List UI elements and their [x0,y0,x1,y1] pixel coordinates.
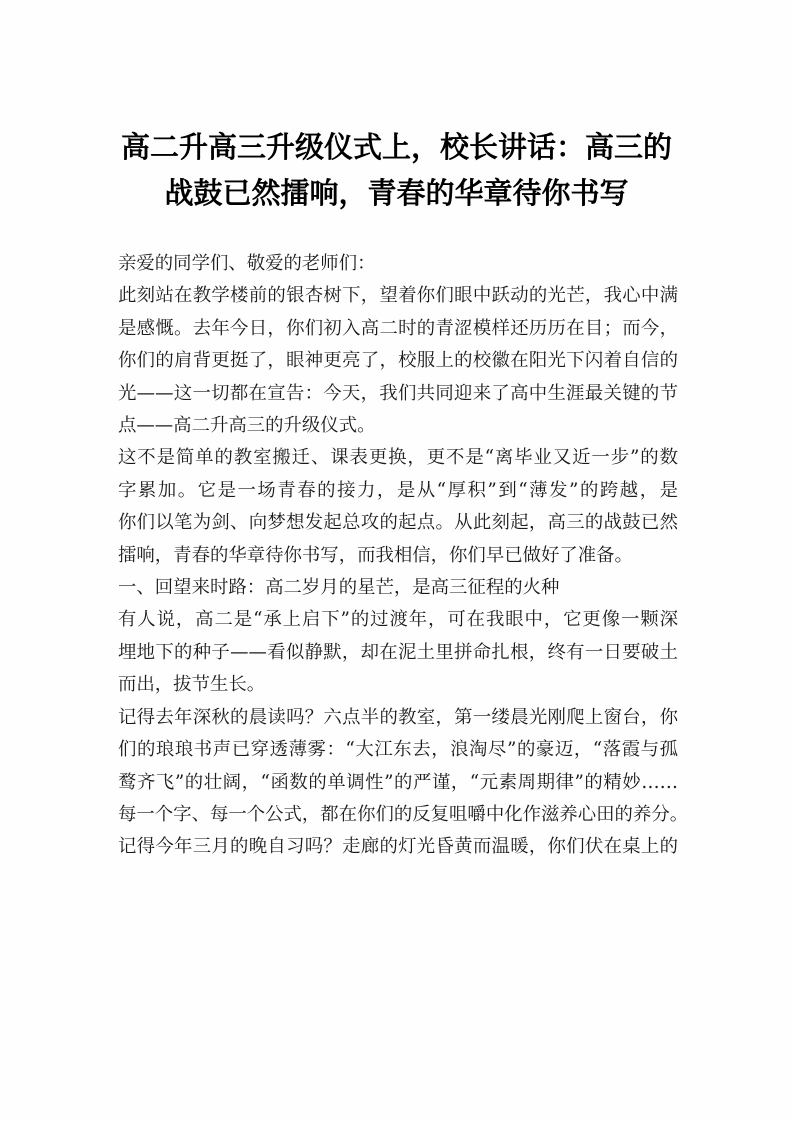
text-line: 是感慨。去年今日，你们初入高二时的青涩模样还历历在目；而今， [118,317,678,339]
text-line: 记得去年深秋的晨读吗？六点半的教室，第一缕晨光刚爬上窗台，你 [118,706,678,728]
paragraph-seed [118,604,678,701]
text-line: 这不是简单的教室搬迁、课表更换，更不是“离毕业又近一步”的数 [118,447,678,469]
text-line: 你们的肩背更挺了，眼神更亮了，校服上的校徽在阳光下闪着自信的 [118,350,678,372]
text-line: 鹜齐飞”的壮阔，“函数的单调性”的严谨，“元素周期律”的精妙…… [118,771,678,793]
text-line: 光——这一切都在宣告：今天，我们共同迎来了高中生涯最关键的节 [118,382,678,404]
text-line: 点——高二升高三的升级仪式。 [118,415,376,437]
title-line-1: 高二升高三升级仪式上，校长讲话：高三的 [120,130,672,164]
salutation [118,248,678,280]
text-line: 亲爱的同学们、敬爱的老师们： [118,253,376,274]
text-line: 擂响，青春的华章待你书写，而我相信，你们早已做好了准备。 [118,544,633,566]
text-line: 埋地下的种子——看似静默，却在泥土里拼命扎根，终有一日要破土 [118,641,678,663]
text-line: 此刻站在教学楼前的银杏树下，望着你们眼中跃动的光芒，我心中满 [118,285,678,307]
text-line: 们的琅琅书声已穿透薄雾：“大江东去，浪淘尽”的豪迈，“落霞与孤 [118,739,678,761]
document-body [118,248,689,864]
text-line: 你们以笔为剑、向梦想发起总攻的起点。从此刻起，高三的战鼓已然 [118,512,678,534]
text-line: 有人说，高二是“承上启下”的过渡年，可在我眼中，它更像一颗深 [118,609,678,631]
section-heading-1 [118,572,678,604]
text-line: 记得今年三月的晚自习吗？走廊的灯光昏黄而温暖，你们伏在桌上的 [118,836,678,858]
paragraph-significance [118,442,678,572]
paragraph-opening [118,280,678,442]
title-line-2: 战鼓已然擂响，青春的华章待你书写 [164,176,629,210]
text-line: 一、回望来时路：高二岁月的星芒，是高三征程的火种 [118,577,560,599]
text-line: 而出，拔节生长。 [118,674,266,696]
text-line: 字累加。它是一场青春的接力，是从“厚积”到“薄发”的跨越，是 [118,479,678,501]
paragraph-morning-reading [118,702,689,832]
text-line: 每一个字、每一个公式，都在你们的反复咀嚼中化作滋养心田的养分。 [118,803,689,825]
paragraph-evening-study [118,831,678,863]
page-title [100,124,693,216]
